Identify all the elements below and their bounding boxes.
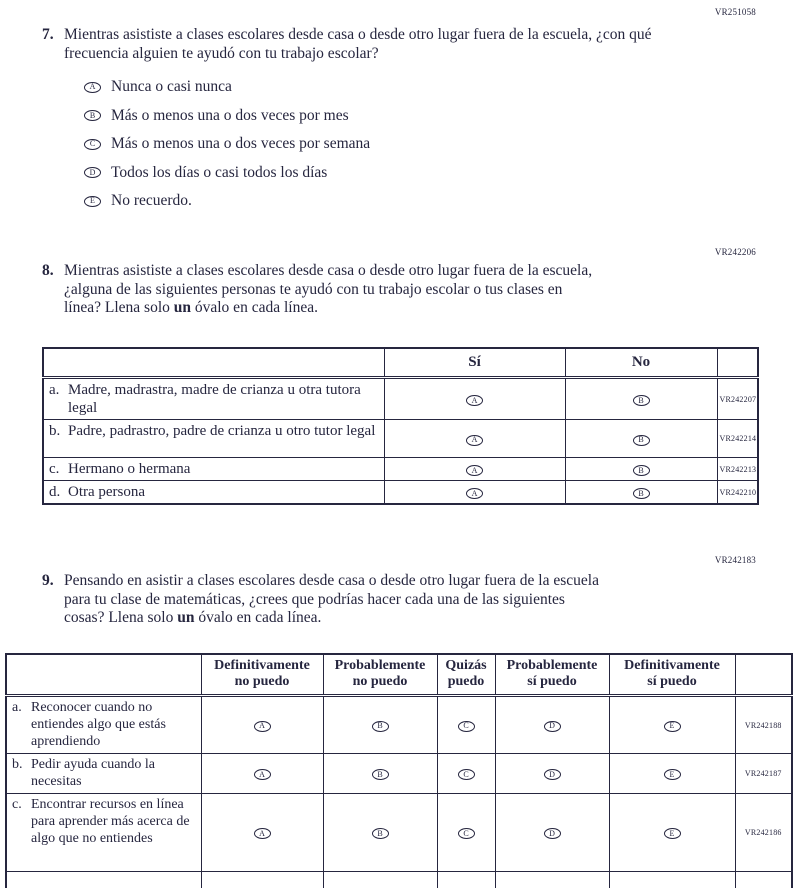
row-prefix: c.	[12, 797, 22, 812]
answer-oval-a[interactable]	[84, 82, 101, 93]
answer-oval-b[interactable]	[633, 488, 650, 499]
oval-letter: E	[669, 828, 675, 838]
question-7-number: 7.	[42, 26, 54, 43]
row-label: Madre, madrastra, madre de crianza u otra tutora legal	[68, 382, 361, 416]
oval-letter: B	[377, 721, 383, 730]
row-label-cell	[43, 458, 384, 481]
question-7-line-1: Mientras asististe a clases escolares desde casa o desde otro lugar fuera de la escuela, ¿con qué	[64, 26, 652, 43]
row-label: Reconocer cuando no entiendes algo que estás aprendiendo	[31, 700, 166, 749]
row-label-cell	[43, 420, 384, 458]
oval-letter: A	[471, 435, 478, 444]
answer-oval-c[interactable]	[458, 769, 475, 780]
answer-oval-c[interactable]	[458, 828, 475, 839]
row-label-cell	[43, 481, 384, 505]
question-8-line-1: Mientras asististe a clases escolares desde casa o desde otro lugar fuera de la escuela,	[64, 262, 593, 279]
row-label: Padre, padrastro, padre de crianza u otro tutor legal	[68, 423, 376, 439]
oval-cell	[323, 696, 437, 754]
oval-cell-si	[384, 378, 565, 420]
row-label: Hermano o hermana	[68, 461, 191, 477]
answer-oval-c[interactable]	[458, 721, 475, 732]
answer-oval-b[interactable]	[633, 395, 650, 406]
question-9	[42, 572, 796, 628]
q8-col-si: Sí	[384, 348, 565, 378]
oval-letter: B	[638, 395, 644, 405]
answer-oval-a[interactable]	[466, 488, 483, 499]
row-label: Otra persona	[68, 484, 146, 500]
answer-oval-b[interactable]	[372, 721, 389, 732]
oval-cell-no	[565, 420, 717, 458]
oval-letter: B	[638, 488, 644, 498]
question-8-line-3: línea? Llena solo un óvalo en cada línea.	[64, 299, 318, 316]
table-row	[43, 378, 758, 420]
row-prefix: a.	[12, 700, 22, 715]
oval-cell-no	[565, 378, 717, 420]
oval-letter: B	[377, 828, 383, 838]
oval-letter: C	[89, 139, 96, 148]
form-code-q9: VR242183	[714, 555, 756, 565]
answer-oval-b[interactable]	[633, 465, 650, 476]
oval-letter: A	[259, 828, 265, 838]
form-code-top: VR251058	[714, 7, 756, 17]
empty-header-cell	[43, 348, 384, 378]
oval-cell	[609, 754, 735, 794]
answer-oval-d[interactable]	[544, 721, 561, 732]
option-e-label: No recuerdo.	[111, 192, 192, 209]
oval-cell-no	[565, 481, 717, 505]
item-code: VR242207	[717, 378, 758, 420]
oval-cell-si	[384, 458, 565, 481]
oval-cell	[609, 872, 735, 888]
q9-col-definitivamente-si: Definitivamente sí puedo	[609, 654, 735, 696]
question-9-line-3: cosas? Llena solo un óvalo en cada línea.	[64, 609, 322, 626]
row-label-cell	[43, 378, 384, 420]
item-code: VR242213	[717, 458, 758, 481]
answer-oval-a[interactable]	[466, 465, 483, 476]
question-7-line-2: frecuencia alguien te ayudó con tu trabajo escolar?	[64, 44, 379, 62]
oval-cell	[495, 794, 609, 872]
row-label: Pedir ayuda cuando la necesitas	[31, 757, 156, 789]
oval-cell-no	[565, 458, 717, 481]
oval-letter: B	[377, 769, 383, 779]
question-7	[42, 26, 796, 63]
answer-oval-d[interactable]	[544, 828, 561, 839]
oval-cell	[201, 754, 323, 794]
table-row	[6, 696, 792, 754]
option-a-label: Nunca o casi nunca	[111, 78, 232, 95]
oval-letter: A	[259, 769, 265, 779]
answer-oval-e[interactable]	[664, 721, 681, 732]
bold-un: un	[177, 609, 195, 626]
q9-header-row	[6, 654, 792, 696]
row-prefix: c.	[49, 461, 60, 477]
oval-letter: A	[89, 82, 96, 91]
oval-letter: B	[638, 435, 644, 444]
oval-letter: D	[549, 721, 555, 730]
oval-letter: E	[90, 196, 95, 205]
answer-oval-a[interactable]	[466, 435, 483, 446]
q9-answer-table	[5, 653, 793, 888]
answer-oval-b[interactable]	[633, 435, 650, 446]
oval-cell	[437, 794, 495, 872]
table-row-partial	[6, 872, 792, 888]
q9-col-definitivamente-no: Definitivamente no puedo	[201, 654, 323, 696]
oval-letter: C	[463, 828, 469, 838]
row-label-cell	[6, 696, 201, 754]
question-9-number: 9.	[42, 572, 54, 589]
oval-cell	[609, 696, 735, 754]
oval-cell	[437, 872, 495, 888]
empty-header-cell	[717, 348, 758, 378]
oval-letter: C	[463, 721, 469, 730]
table-row	[43, 481, 758, 505]
answer-oval-a[interactable]	[254, 721, 271, 732]
answer-oval-b[interactable]	[372, 769, 389, 780]
oval-cell	[201, 794, 323, 872]
question-7-options	[84, 78, 796, 210]
question-8-text	[64, 262, 592, 318]
q8-answer-table	[42, 347, 759, 506]
option-d	[84, 164, 796, 182]
item-code: VR242214	[717, 420, 758, 458]
oval-letter: D	[89, 167, 96, 177]
table-row	[43, 458, 758, 481]
question-9-line-1: Pensando en asistir a clases escolares desde casa o desde otro lugar fuera de la escuela	[64, 572, 599, 589]
item-code	[735, 872, 792, 888]
oval-cell	[201, 696, 323, 754]
oval-letter: A	[471, 488, 478, 498]
oval-cell	[437, 696, 495, 754]
option-b	[84, 107, 796, 125]
bold-un: un	[173, 299, 191, 316]
oval-letter: A	[471, 465, 478, 475]
answer-oval-c[interactable]	[84, 139, 101, 150]
oval-cell	[495, 872, 609, 888]
question-8-line-2: ¿alguna de las siguientes personas te ayudó con tu trabajo escolar o tus clases en	[64, 280, 563, 298]
oval-letter: E	[669, 769, 675, 779]
oval-cell	[323, 754, 437, 794]
question-9-line-2: para tu clase de matemáticas, ¿crees que podrías hacer cada una de las siguientes	[64, 590, 565, 608]
answer-oval-e[interactable]	[664, 828, 681, 839]
empty-header-cell	[735, 654, 792, 696]
question-8-number: 8.	[42, 262, 54, 279]
table-row	[43, 420, 758, 458]
answer-oval-d[interactable]	[544, 769, 561, 780]
answer-oval-b[interactable]	[372, 828, 389, 839]
question-9-text	[64, 572, 599, 628]
row-label: Encontrar recursos en línea para aprender más acerca de algo que no entiendes	[31, 797, 190, 846]
oval-cell	[495, 754, 609, 794]
oval-cell	[323, 794, 437, 872]
q9-col-probablemente-si: Probablemente sí puedo	[495, 654, 609, 696]
oval-letter: B	[89, 110, 96, 120]
q8-header-row	[43, 348, 758, 378]
answer-oval-d[interactable]	[84, 167, 101, 178]
oval-cell-si	[384, 481, 565, 505]
oval-letter: A	[471, 395, 478, 405]
answer-oval-a[interactable]	[254, 828, 271, 839]
row-prefix: a.	[49, 382, 60, 398]
option-a	[84, 78, 796, 96]
q8-col-no: No	[565, 348, 717, 378]
item-code: VR242187	[735, 754, 792, 794]
empty-header-cell	[6, 654, 201, 696]
oval-letter: C	[463, 769, 469, 779]
oval-letter: D	[549, 769, 555, 779]
oval-cell	[495, 696, 609, 754]
item-code: VR242210	[717, 481, 758, 505]
answer-oval-e[interactable]	[84, 196, 101, 207]
item-code: VR242186	[735, 794, 792, 872]
row-label-cell	[6, 754, 201, 794]
option-c-label: Más o menos una o dos veces por semana	[111, 135, 371, 152]
oval-cell	[201, 872, 323, 888]
form-code-q8: VR242206	[714, 247, 756, 257]
answer-oval-e[interactable]	[664, 769, 681, 780]
question-8	[42, 262, 796, 318]
oval-letter: A	[259, 721, 265, 730]
answer-oval-a[interactable]	[466, 395, 483, 406]
option-b-label: Más o menos una o dos veces por mes	[111, 106, 349, 124]
item-code: VR242188	[735, 696, 792, 754]
option-c	[84, 135, 796, 153]
row-prefix: b.	[12, 757, 23, 772]
question-7-text	[64, 26, 651, 63]
q9-col-quizas: Quizás puedo	[437, 654, 495, 696]
oval-cell	[323, 872, 437, 888]
row-label-cell	[6, 794, 201, 872]
option-e	[84, 192, 796, 210]
oval-letter: D	[549, 828, 555, 838]
oval-letter: E	[669, 721, 675, 730]
oval-cell	[437, 754, 495, 794]
oval-cell	[609, 794, 735, 872]
table-row	[6, 754, 792, 794]
answer-oval-a[interactable]	[254, 769, 271, 780]
answer-oval-b[interactable]	[84, 110, 101, 121]
row-label-cell	[6, 872, 201, 888]
table-row	[6, 794, 792, 872]
oval-letter: B	[638, 465, 644, 475]
oval-cell-si	[384, 420, 565, 458]
row-prefix: d.	[49, 484, 61, 500]
row-prefix: b.	[49, 423, 61, 439]
option-d-label: Todos los días o casi todos los días	[111, 163, 328, 181]
q9-col-probablemente-no: Probablemente no puedo	[323, 654, 437, 696]
